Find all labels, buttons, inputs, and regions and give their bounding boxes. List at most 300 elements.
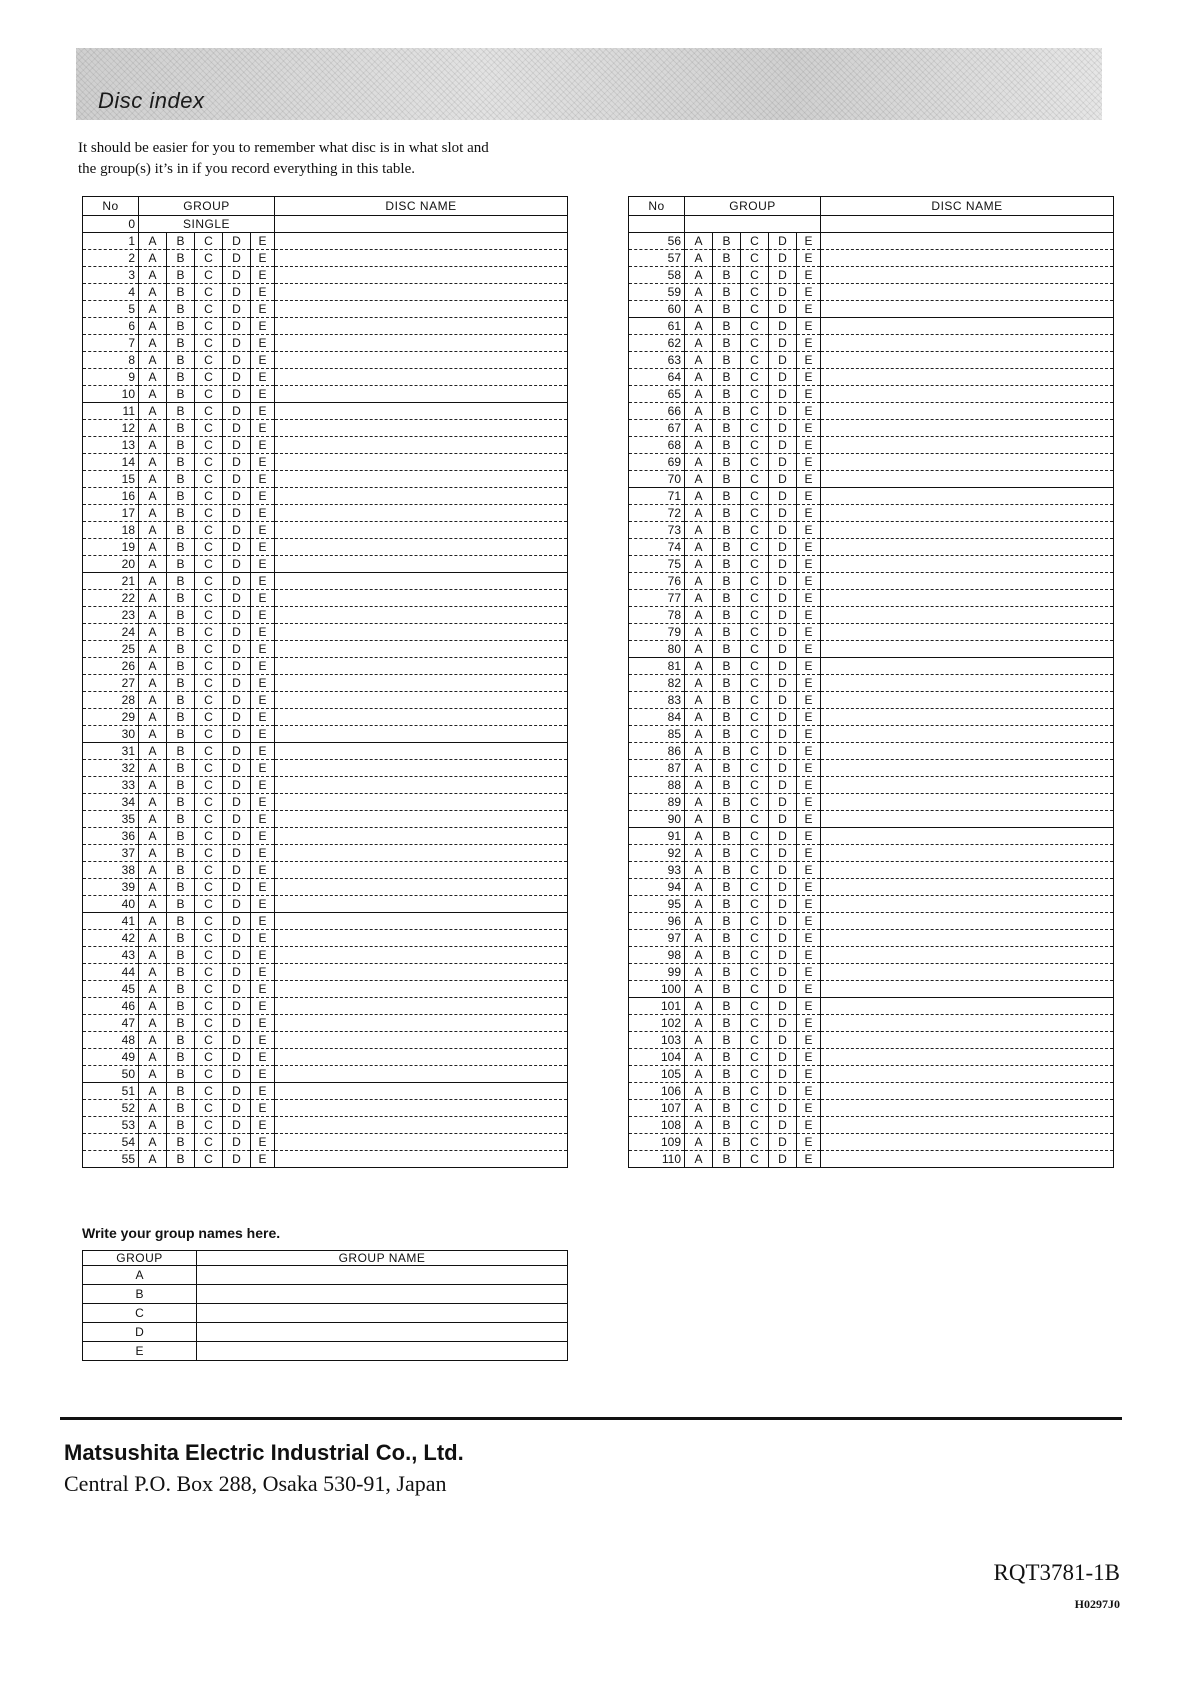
group-option-d[interactable]: D bbox=[223, 845, 251, 862]
group-option-c[interactable]: C bbox=[195, 522, 223, 539]
group-option-e[interactable]: E bbox=[251, 1117, 275, 1134]
disc-name-cell[interactable] bbox=[821, 369, 1114, 386]
group-option-d[interactable]: D bbox=[769, 845, 797, 862]
group-option-a[interactable]: A bbox=[139, 726, 167, 743]
group-option-c[interactable]: C bbox=[741, 369, 769, 386]
disc-name-cell[interactable] bbox=[821, 879, 1114, 896]
group-option-b[interactable]: B bbox=[167, 471, 195, 488]
disc-name-cell[interactable] bbox=[275, 420, 568, 437]
group-option-b[interactable]: B bbox=[713, 1015, 741, 1032]
group-option-e[interactable]: E bbox=[797, 896, 821, 913]
group-option-a[interactable]: A bbox=[139, 777, 167, 794]
group-option-d[interactable]: D bbox=[769, 998, 797, 1015]
group-option-d[interactable]: D bbox=[223, 1083, 251, 1100]
group-option-c[interactable]: C bbox=[741, 794, 769, 811]
group-option-a[interactable]: A bbox=[685, 896, 713, 913]
group-option-c[interactable]: C bbox=[195, 369, 223, 386]
disc-name-cell[interactable] bbox=[275, 726, 568, 743]
group-option-e[interactable]: E bbox=[797, 318, 821, 335]
group-option-a[interactable]: A bbox=[139, 369, 167, 386]
group-option-a[interactable]: A bbox=[685, 624, 713, 641]
group-option-d[interactable]: D bbox=[223, 1066, 251, 1083]
group-option-e[interactable]: E bbox=[797, 1049, 821, 1066]
group-option-c[interactable]: C bbox=[741, 641, 769, 658]
group-option-e[interactable]: E bbox=[797, 1066, 821, 1083]
group-option-c[interactable]: C bbox=[195, 930, 223, 947]
group-option-b[interactable]: B bbox=[713, 437, 741, 454]
group-option-e[interactable]: E bbox=[251, 896, 275, 913]
disc-name-cell[interactable] bbox=[275, 284, 568, 301]
group-option-a[interactable]: A bbox=[685, 760, 713, 777]
group-option-a[interactable]: A bbox=[139, 437, 167, 454]
group-option-a[interactable]: A bbox=[685, 964, 713, 981]
group-option-e[interactable]: E bbox=[797, 522, 821, 539]
group-option-a[interactable]: A bbox=[139, 1083, 167, 1100]
group-option-a[interactable]: A bbox=[139, 301, 167, 318]
disc-name-cell[interactable] bbox=[275, 471, 568, 488]
group-option-d[interactable]: D bbox=[223, 1049, 251, 1066]
group-option-d[interactable]: D bbox=[223, 709, 251, 726]
group-option-e[interactable]: E bbox=[251, 471, 275, 488]
group-option-e[interactable]: E bbox=[251, 998, 275, 1015]
group-option-e[interactable]: E bbox=[797, 556, 821, 573]
group-option-c[interactable]: C bbox=[195, 1066, 223, 1083]
disc-name-cell[interactable] bbox=[275, 250, 568, 267]
group-option-a[interactable]: A bbox=[685, 335, 713, 352]
group-option-b[interactable]: B bbox=[167, 1066, 195, 1083]
group-option-a[interactable]: A bbox=[685, 386, 713, 403]
group-option-d[interactable]: D bbox=[223, 505, 251, 522]
group-option-b[interactable]: B bbox=[167, 879, 195, 896]
group-option-d[interactable]: D bbox=[223, 522, 251, 539]
group-option-a[interactable]: A bbox=[139, 573, 167, 590]
group-option-e[interactable]: E bbox=[797, 1151, 821, 1168]
group-option-d[interactable]: D bbox=[223, 488, 251, 505]
group-option-d[interactable]: D bbox=[769, 777, 797, 794]
group-option-b[interactable]: B bbox=[713, 267, 741, 284]
group-option-d[interactable]: D bbox=[769, 420, 797, 437]
disc-name-cell[interactable] bbox=[275, 1032, 568, 1049]
group-option-a[interactable]: A bbox=[685, 250, 713, 267]
group-option-c[interactable]: C bbox=[741, 862, 769, 879]
group-option-e[interactable]: E bbox=[797, 250, 821, 267]
group-option-c[interactable]: C bbox=[195, 862, 223, 879]
group-option-a[interactable]: A bbox=[685, 692, 713, 709]
group-option-e[interactable]: E bbox=[251, 1100, 275, 1117]
group-option-c[interactable]: C bbox=[195, 947, 223, 964]
group-option-d[interactable]: D bbox=[769, 913, 797, 930]
group-option-e[interactable]: E bbox=[251, 1151, 275, 1168]
group-option-e[interactable]: E bbox=[251, 233, 275, 250]
group-option-d[interactable]: D bbox=[223, 913, 251, 930]
disc-name-cell[interactable] bbox=[821, 1015, 1114, 1032]
group-option-d[interactable]: D bbox=[769, 403, 797, 420]
group-option-b[interactable]: B bbox=[713, 352, 741, 369]
group-option-a[interactable]: A bbox=[139, 471, 167, 488]
group-option-d[interactable]: D bbox=[223, 624, 251, 641]
group-option-a[interactable]: A bbox=[685, 301, 713, 318]
group-option-e[interactable]: E bbox=[251, 981, 275, 998]
group-option-a[interactable]: A bbox=[139, 318, 167, 335]
group-option-d[interactable]: D bbox=[769, 250, 797, 267]
disc-name-cell[interactable] bbox=[821, 335, 1114, 352]
group-option-a[interactable]: A bbox=[139, 352, 167, 369]
group-option-c[interactable]: C bbox=[741, 607, 769, 624]
disc-name-cell[interactable] bbox=[821, 420, 1114, 437]
group-option-a[interactable]: A bbox=[139, 1032, 167, 1049]
group-option-c[interactable]: C bbox=[741, 1032, 769, 1049]
group-option-a[interactable]: A bbox=[139, 505, 167, 522]
group-option-e[interactable]: E bbox=[251, 420, 275, 437]
group-option-b[interactable]: B bbox=[713, 1083, 741, 1100]
group-option-d[interactable]: D bbox=[769, 760, 797, 777]
group-option-b[interactable]: B bbox=[713, 386, 741, 403]
group-name-cell[interactable] bbox=[197, 1304, 568, 1323]
group-option-b[interactable]: B bbox=[167, 828, 195, 845]
group-option-c[interactable]: C bbox=[195, 505, 223, 522]
group-option-c[interactable]: C bbox=[741, 658, 769, 675]
group-option-a[interactable]: A bbox=[685, 811, 713, 828]
group-option-b[interactable]: B bbox=[713, 420, 741, 437]
disc-name-cell[interactable] bbox=[821, 471, 1114, 488]
group-option-c[interactable]: C bbox=[741, 522, 769, 539]
disc-name-cell[interactable] bbox=[275, 233, 568, 250]
group-option-c[interactable]: C bbox=[741, 1083, 769, 1100]
group-option-b[interactable]: B bbox=[167, 675, 195, 692]
group-option-e[interactable]: E bbox=[251, 641, 275, 658]
group-option-d[interactable]: D bbox=[223, 556, 251, 573]
group-option-e[interactable]: E bbox=[251, 743, 275, 760]
group-option-d[interactable]: D bbox=[223, 675, 251, 692]
group-option-d[interactable]: D bbox=[769, 658, 797, 675]
group-option-c[interactable]: C bbox=[741, 318, 769, 335]
group-option-c[interactable]: C bbox=[741, 1049, 769, 1066]
group-option-e[interactable]: E bbox=[251, 845, 275, 862]
group-option-b[interactable]: B bbox=[713, 1066, 741, 1083]
disc-name-cell[interactable] bbox=[275, 386, 568, 403]
group-option-b[interactable]: B bbox=[167, 624, 195, 641]
group-option-a[interactable]: A bbox=[685, 1134, 713, 1151]
disc-name-cell[interactable] bbox=[821, 658, 1114, 675]
group-option-c[interactable]: C bbox=[741, 1066, 769, 1083]
disc-name-cell[interactable] bbox=[821, 743, 1114, 760]
group-option-d[interactable]: D bbox=[769, 335, 797, 352]
group-option-b[interactable]: B bbox=[713, 879, 741, 896]
group-option-d[interactable]: D bbox=[769, 930, 797, 947]
group-option-e[interactable]: E bbox=[251, 692, 275, 709]
group-option-c[interactable]: C bbox=[195, 1100, 223, 1117]
group-option-c[interactable]: C bbox=[195, 607, 223, 624]
group-option-e[interactable]: E bbox=[251, 811, 275, 828]
disc-name-cell[interactable] bbox=[275, 522, 568, 539]
disc-name-cell[interactable] bbox=[275, 964, 568, 981]
group-option-d[interactable]: D bbox=[223, 539, 251, 556]
group-option-e[interactable]: E bbox=[251, 930, 275, 947]
disc-name-cell[interactable] bbox=[821, 318, 1114, 335]
group-option-a[interactable]: A bbox=[685, 828, 713, 845]
group-option-b[interactable]: B bbox=[167, 896, 195, 913]
group-option-c[interactable]: C bbox=[195, 845, 223, 862]
group-option-e[interactable]: E bbox=[797, 947, 821, 964]
group-option-c[interactable]: C bbox=[195, 760, 223, 777]
group-option-d[interactable]: D bbox=[223, 471, 251, 488]
group-option-a[interactable]: A bbox=[139, 1049, 167, 1066]
group-option-b[interactable]: B bbox=[713, 981, 741, 998]
group-option-b[interactable]: B bbox=[167, 998, 195, 1015]
group-option-e[interactable]: E bbox=[797, 811, 821, 828]
group-option-c[interactable]: C bbox=[195, 573, 223, 590]
disc-name-cell[interactable] bbox=[821, 352, 1114, 369]
group-option-a[interactable]: A bbox=[139, 556, 167, 573]
disc-name-cell[interactable] bbox=[821, 811, 1114, 828]
group-option-e[interactable]: E bbox=[251, 760, 275, 777]
group-option-e[interactable]: E bbox=[797, 590, 821, 607]
group-option-b[interactable]: B bbox=[713, 471, 741, 488]
disc-name-cell[interactable] bbox=[821, 250, 1114, 267]
group-option-a[interactable]: A bbox=[685, 998, 713, 1015]
group-option-d[interactable]: D bbox=[223, 284, 251, 301]
group-option-b[interactable]: B bbox=[713, 658, 741, 675]
group-option-c[interactable]: C bbox=[741, 675, 769, 692]
disc-name-cell[interactable] bbox=[275, 743, 568, 760]
group-option-a[interactable]: A bbox=[139, 913, 167, 930]
group-option-b[interactable]: B bbox=[713, 1100, 741, 1117]
group-option-d[interactable]: D bbox=[769, 692, 797, 709]
group-option-b[interactable]: B bbox=[713, 1049, 741, 1066]
group-option-d[interactable]: D bbox=[769, 964, 797, 981]
group-option-b[interactable]: B bbox=[167, 267, 195, 284]
group-option-d[interactable]: D bbox=[769, 471, 797, 488]
group-option-a[interactable]: A bbox=[685, 454, 713, 471]
disc-name-cell[interactable] bbox=[275, 692, 568, 709]
disc-name-cell[interactable] bbox=[275, 913, 568, 930]
group-option-d[interactable]: D bbox=[223, 726, 251, 743]
disc-name-cell[interactable] bbox=[821, 522, 1114, 539]
group-option-d[interactable]: D bbox=[223, 403, 251, 420]
group-option-c[interactable]: C bbox=[741, 709, 769, 726]
group-option-a[interactable]: A bbox=[139, 420, 167, 437]
group-option-a[interactable]: A bbox=[139, 828, 167, 845]
group-option-e[interactable]: E bbox=[797, 573, 821, 590]
group-option-b[interactable]: B bbox=[713, 743, 741, 760]
group-option-d[interactable]: D bbox=[769, 794, 797, 811]
group-option-a[interactable]: A bbox=[139, 794, 167, 811]
group-option-c[interactable]: C bbox=[195, 1049, 223, 1066]
disc-name-cell[interactable] bbox=[275, 1049, 568, 1066]
group-option-e[interactable]: E bbox=[251, 1083, 275, 1100]
group-option-d[interactable]: D bbox=[769, 675, 797, 692]
group-option-a[interactable]: A bbox=[685, 879, 713, 896]
group-option-b[interactable]: B bbox=[167, 811, 195, 828]
group-option-a[interactable]: A bbox=[139, 335, 167, 352]
group-option-e[interactable]: E bbox=[251, 369, 275, 386]
group-name-cell[interactable] bbox=[197, 1342, 568, 1361]
group-option-c[interactable]: C bbox=[195, 1083, 223, 1100]
group-option-a[interactable]: A bbox=[685, 522, 713, 539]
group-option-c[interactable]: C bbox=[195, 1032, 223, 1049]
group-option-c[interactable]: C bbox=[195, 471, 223, 488]
group-option-d[interactable]: D bbox=[223, 964, 251, 981]
disc-name-cell[interactable] bbox=[275, 896, 568, 913]
disc-name-cell[interactable] bbox=[275, 352, 568, 369]
group-option-c[interactable]: C bbox=[195, 964, 223, 981]
group-option-e[interactable]: E bbox=[797, 284, 821, 301]
group-option-c[interactable]: C bbox=[195, 641, 223, 658]
group-option-b[interactable]: B bbox=[713, 811, 741, 828]
group-option-a[interactable]: A bbox=[139, 964, 167, 981]
disc-name-cell[interactable] bbox=[821, 267, 1114, 284]
disc-name-cell[interactable] bbox=[275, 998, 568, 1015]
group-option-e[interactable]: E bbox=[797, 420, 821, 437]
group-option-c[interactable]: C bbox=[741, 743, 769, 760]
group-option-b[interactable]: B bbox=[167, 1117, 195, 1134]
group-option-e[interactable]: E bbox=[251, 335, 275, 352]
group-option-b[interactable]: B bbox=[167, 930, 195, 947]
group-option-c[interactable]: C bbox=[741, 573, 769, 590]
group-option-b[interactable]: B bbox=[167, 1015, 195, 1032]
group-option-d[interactable]: D bbox=[223, 641, 251, 658]
group-option-b[interactable]: B bbox=[713, 1134, 741, 1151]
group-option-d[interactable]: D bbox=[769, 641, 797, 658]
group-option-e[interactable]: E bbox=[797, 658, 821, 675]
group-option-e[interactable]: E bbox=[251, 454, 275, 471]
group-option-a[interactable]: A bbox=[685, 267, 713, 284]
group-option-b[interactable]: B bbox=[713, 1032, 741, 1049]
group-option-b[interactable]: B bbox=[167, 726, 195, 743]
group-option-d[interactable]: D bbox=[769, 369, 797, 386]
disc-name-cell[interactable] bbox=[275, 573, 568, 590]
group-option-e[interactable]: E bbox=[797, 760, 821, 777]
group-option-a[interactable]: A bbox=[139, 522, 167, 539]
disc-name-cell[interactable] bbox=[821, 233, 1114, 250]
group-option-c[interactable]: C bbox=[195, 1151, 223, 1168]
disc-name-cell[interactable] bbox=[275, 760, 568, 777]
group-option-b[interactable]: B bbox=[713, 318, 741, 335]
group-option-a[interactable]: A bbox=[139, 896, 167, 913]
group-option-c[interactable]: C bbox=[195, 726, 223, 743]
group-option-b[interactable]: B bbox=[167, 250, 195, 267]
group-option-e[interactable]: E bbox=[797, 930, 821, 947]
group-option-c[interactable]: C bbox=[195, 233, 223, 250]
disc-name-cell[interactable] bbox=[275, 454, 568, 471]
group-option-a[interactable]: A bbox=[139, 1100, 167, 1117]
group-option-e[interactable]: E bbox=[797, 386, 821, 403]
group-option-c[interactable]: C bbox=[195, 692, 223, 709]
group-option-d[interactable]: D bbox=[223, 250, 251, 267]
group-option-d[interactable]: D bbox=[769, 726, 797, 743]
disc-name-cell[interactable] bbox=[275, 1134, 568, 1151]
group-option-a[interactable]: A bbox=[139, 675, 167, 692]
group-option-b[interactable]: B bbox=[167, 233, 195, 250]
disc-name-cell[interactable] bbox=[821, 454, 1114, 471]
group-option-a[interactable]: A bbox=[139, 386, 167, 403]
group-option-b[interactable]: B bbox=[167, 556, 195, 573]
group-option-e[interactable]: E bbox=[251, 794, 275, 811]
disc-name-cell[interactable] bbox=[275, 556, 568, 573]
group-option-b[interactable]: B bbox=[167, 420, 195, 437]
disc-name-cell[interactable] bbox=[821, 488, 1114, 505]
group-option-e[interactable]: E bbox=[797, 335, 821, 352]
group-option-b[interactable]: B bbox=[167, 505, 195, 522]
group-option-e[interactable]: E bbox=[797, 1032, 821, 1049]
group-option-c[interactable]: C bbox=[741, 539, 769, 556]
group-option-a[interactable]: A bbox=[685, 369, 713, 386]
group-option-b[interactable]: B bbox=[713, 726, 741, 743]
group-option-e[interactable]: E bbox=[251, 1015, 275, 1032]
disc-name-cell[interactable] bbox=[275, 505, 568, 522]
group-option-b[interactable]: B bbox=[167, 1100, 195, 1117]
group-option-d[interactable]: D bbox=[223, 301, 251, 318]
group-option-a[interactable]: A bbox=[139, 1015, 167, 1032]
disc-name-cell[interactable] bbox=[821, 437, 1114, 454]
group-option-d[interactable]: D bbox=[223, 352, 251, 369]
disc-name-cell[interactable] bbox=[821, 1049, 1114, 1066]
group-option-e[interactable]: E bbox=[797, 981, 821, 998]
group-option-d[interactable]: D bbox=[223, 607, 251, 624]
group-option-c[interactable]: C bbox=[195, 658, 223, 675]
group-option-c[interactable]: C bbox=[741, 437, 769, 454]
group-option-b[interactable]: B bbox=[167, 607, 195, 624]
group-option-a[interactable]: A bbox=[685, 1066, 713, 1083]
group-option-b[interactable]: B bbox=[713, 369, 741, 386]
group-option-e[interactable]: E bbox=[797, 828, 821, 845]
disc-name-cell[interactable] bbox=[821, 1083, 1114, 1100]
group-option-b[interactable]: B bbox=[167, 743, 195, 760]
group-option-c[interactable]: C bbox=[195, 556, 223, 573]
disc-name-cell[interactable] bbox=[275, 1066, 568, 1083]
group-option-c[interactable]: C bbox=[195, 624, 223, 641]
group-option-d[interactable]: D bbox=[223, 760, 251, 777]
group-option-a[interactable]: A bbox=[139, 947, 167, 964]
group-option-b[interactable]: B bbox=[713, 335, 741, 352]
disc-name-cell[interactable] bbox=[275, 811, 568, 828]
group-option-e[interactable]: E bbox=[797, 454, 821, 471]
disc-name-cell[interactable] bbox=[275, 607, 568, 624]
group-option-b[interactable]: B bbox=[713, 1151, 741, 1168]
group-option-c[interactable]: C bbox=[195, 590, 223, 607]
group-option-b[interactable]: B bbox=[713, 233, 741, 250]
group-option-a[interactable]: A bbox=[139, 879, 167, 896]
disc-name-cell[interactable] bbox=[821, 1117, 1114, 1134]
disc-name-cell[interactable] bbox=[821, 1151, 1114, 1168]
group-option-a[interactable]: A bbox=[685, 1100, 713, 1117]
group-option-e[interactable]: E bbox=[797, 624, 821, 641]
disc-name-cell[interactable] bbox=[821, 845, 1114, 862]
single-disc-name-cell[interactable] bbox=[275, 216, 568, 233]
disc-name-cell[interactable] bbox=[821, 590, 1114, 607]
group-option-c[interactable]: C bbox=[195, 709, 223, 726]
group-option-a[interactable]: A bbox=[685, 318, 713, 335]
group-option-d[interactable]: D bbox=[769, 1117, 797, 1134]
group-option-e[interactable]: E bbox=[251, 267, 275, 284]
group-option-b[interactable]: B bbox=[713, 301, 741, 318]
group-option-d[interactable]: D bbox=[223, 998, 251, 1015]
group-option-a[interactable]: A bbox=[139, 811, 167, 828]
disc-name-cell[interactable] bbox=[275, 590, 568, 607]
group-option-b[interactable]: B bbox=[167, 760, 195, 777]
group-option-d[interactable]: D bbox=[223, 947, 251, 964]
disc-name-cell[interactable] bbox=[821, 930, 1114, 947]
group-option-d[interactable]: D bbox=[769, 590, 797, 607]
group-option-d[interactable]: D bbox=[223, 1151, 251, 1168]
group-option-c[interactable]: C bbox=[741, 250, 769, 267]
group-option-a[interactable]: A bbox=[139, 709, 167, 726]
group-option-b[interactable]: B bbox=[167, 488, 195, 505]
group-option-a[interactable]: A bbox=[685, 862, 713, 879]
disc-name-cell[interactable] bbox=[821, 777, 1114, 794]
disc-name-cell[interactable] bbox=[275, 709, 568, 726]
group-option-a[interactable]: A bbox=[685, 607, 713, 624]
